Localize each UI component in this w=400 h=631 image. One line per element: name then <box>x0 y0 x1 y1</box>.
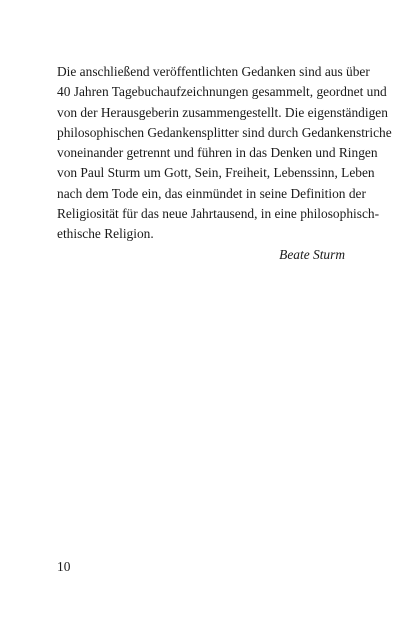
text-line: von Paul Sturm um Gott, Sein, Freiheit, Lebenssinn, Leben <box>57 165 375 181</box>
body-text <box>57 62 392 265</box>
text-line: von der Herausgeberin zusammengestellt. Die eigenständigen <box>57 104 388 120</box>
text-line: 40 Jahren Tagebuchaufzeichnungen gesammelt, geordnet und <box>57 84 387 100</box>
page-number: 10 <box>57 559 71 574</box>
text-line: philosophischen Gedankensplitter sind durch Gedankenstriche <box>57 124 392 140</box>
text-line: Religiosität für das neue Jahrtausend, in eine philosophisch- <box>57 206 380 222</box>
author-signature: Beate Sturm <box>279 246 345 262</box>
text-line: Die anschließend veröffentlichten Gedanken sind aus über <box>57 64 370 79</box>
text-line: nach dem Tode ein, das einmündet in seine Definition der <box>57 185 366 201</box>
text-line: voneinander getrennt und führen in das Denken und Ringen <box>57 145 378 161</box>
text-line-last: ethische Religion. <box>57 226 154 242</box>
